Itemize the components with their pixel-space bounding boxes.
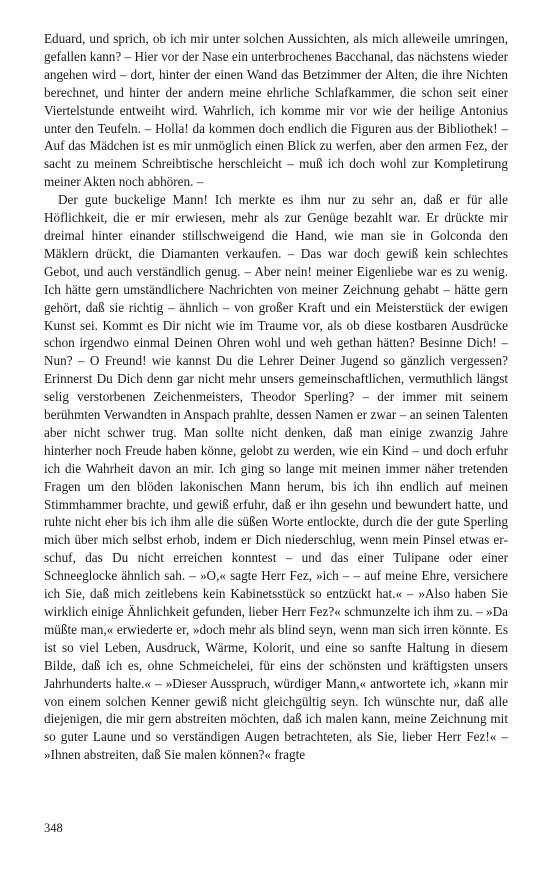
page-number: 348: [44, 821, 63, 835]
book-page-body: [44, 30, 508, 764]
paragraph-continuation: Eduard, und sprich, ob ich mir unter solchen Aussichten, als mich alleweile umringen, gefallen kann? – Hier vor der Nase ein unterbrochenes Bacchanal, das nächstens wieder angehen wird – dort, hinter der einen Wand das Betzimmer der Alten, die ihre Nichten berechnet, und hinter der andern meine ehrliche Schlafkammer, die schon seit einer Viertelstunde entweiht wird. Wahrlich, ich komme mir vor wie der heilige Antonius unter den Teufeln. – Holla! da kommen doch endlich die Figuren aus der Bibliothek! – Auf das Mädchen ist es mir unmöglich einen Blick zu werfen, aber den armen Fez, der sacht zu meinem Schreibtische herschleicht – muß ich doch wohl zur Kompletirung meiner Akten noch abhören. –: [44, 31, 508, 190]
paragraph-buckelige-mann: Der gute buckelige Mann! Ich merkte es ihm nur zu sehr an, daß er für alle Höflichkeit, die er mir erwiesen, mehr als zur Genüge bezahlt war. Er drückte mir dreimal hinter einander stillschweigend die Hand, wie man sie in Golconda den Mäklern drückt, die Diamanten verkaufen. – Das war doch gewiß kein schlechtes Gebot, und auch verständlich genug. – Aber nein! meiner Eigenliebe war es zu wenig. Ich hätte gern umständlichere Nachrichten von meiner Zeichnung gehabt – hätte gern gehört, daß sie richtig – ähnlich – von großer Kraft und ein Meisterstück der ewigen Kunst sei. Kommt es Dir nicht wie im Traume vor, als ob diese kostbaren Ausdrücke schon irgendwo einmal Deinen Ohren wohl und weh gethan hätten? Besinne Dich! – Nun? – O Freund! wie kannst Du die Lehrer Deiner Jugend so gänzlich vergessen? Erinnerst Du Dich denn gar nicht mehr unsers gemeinschaftlichen, vermuthlich längst selig verstorbenen Zeichenmeisters, Theodor Sperling? – der immer mit seinem berühmten Verwandten in Anspach prahlte, dessen Namen er zwar – an seinen Talenten aber nicht schwer trug. Man sollte nicht denken, daß man einige zwanzig Jahre hinterher noch Freude haben könne, gelobt zu werden, wie ein Kind – und doch erfuhr ich die Wahrheit davon an mir. Ich ging so lange mit meinen immer näher tretenden Fragen um den blöden lakonischen Mann herum, bis ich ihn endlich auf meinen Stimmhammer brachte, und gewiß erfuhr, daß er ihn gesehn und bewundert hatte, und ruhte nicht eher bis ich ihm alle die süßen Worte entlockte, durch die der gute Sperling mich über mich selbst erhob, indem er Dich niederschlug, wenn mein Pinsel etwas erschuf, das Du nicht erreichen konntest – und das einer Tulipane oder einer Schneeglocke ähnlich sah. – »O,« sagte Herr Fez, »ich – – auf meine Ehre, versichere ich Sie, daß mich zeitlebens kein Kabinetsstück so entzückt hat.« – »Also haben Sie wirklich einige Ähnlichkeit gefunden, lieber Herr Fez?« schmunzelte ich ihm zu. – »Da müßte man,« erwiederte er, »doch mehr als blind seyn, wenn man sich irren könnte. Es ist so viel Leben, Ausdruck, Wärme, Kolorit, und eine so sanfte Haltung in diesem Bilde, daß ich es, ohne Schmeichelei, für eins der schönsten und kräftigsten unsers Jahrhunderts halte.« – »Dieser Ausspruch, würdiger Mann,« antwortete ich, »kann mir von einem solchen Kenner gewiß nicht gleichgültig seyn. Ich wünschte nur, daß alle diejenigen, die mir gern abstreiten möchten, daß ich malen kann, meine Zeichnung mit so guter Laune und so verständigen Augen betrachteten, als Sie, lieber Herr Fez!« – »Ihnen abstreiten, daß Sie malen können?« fragte: [44, 192, 508, 763]
